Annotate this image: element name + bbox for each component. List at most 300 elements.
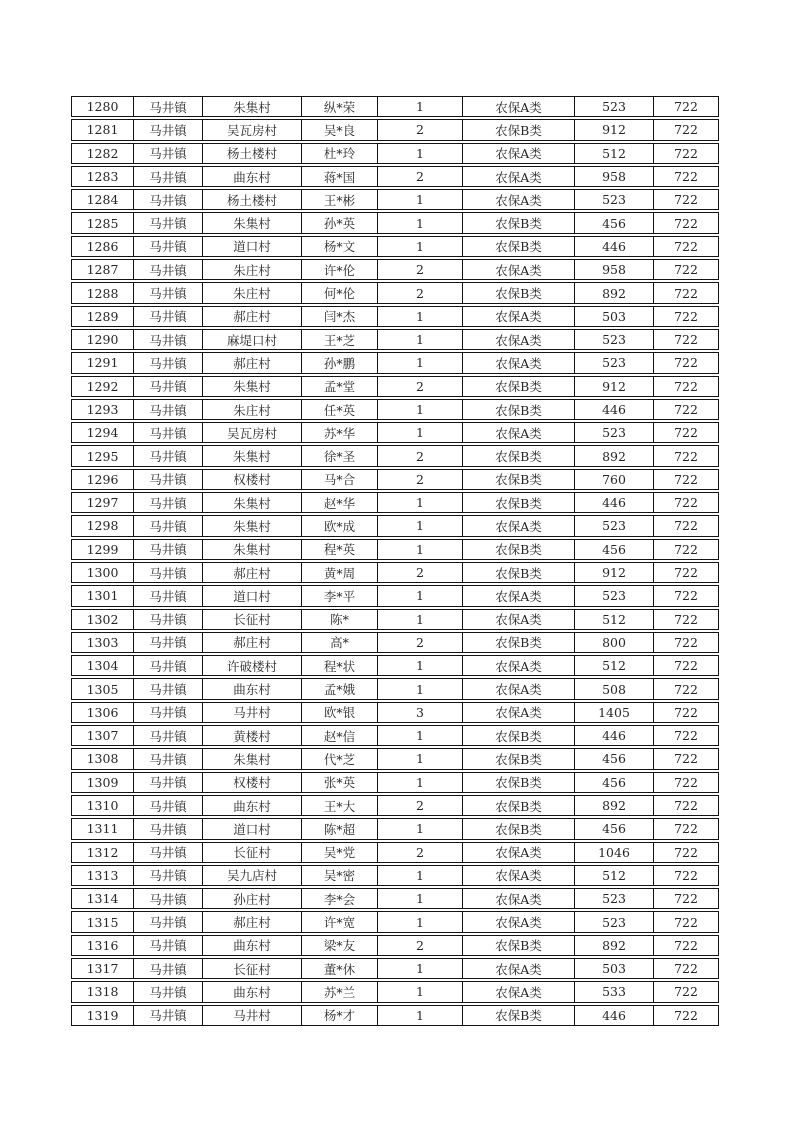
count-cell: 1 [378, 236, 463, 257]
row-number-cell: 1294 [71, 422, 134, 443]
category-cell: 农保B类 [463, 795, 575, 816]
row-number-cell: 1315 [71, 911, 134, 932]
table-row [71, 539, 719, 560]
name-cell: 蒋*国 [302, 166, 378, 187]
amount-cell: 523 [575, 189, 654, 210]
amount-cell: 523 [575, 329, 654, 350]
amount-cell: 446 [575, 492, 654, 513]
category-cell: 农保A类 [463, 585, 575, 606]
town-cell: 马井镇 [134, 515, 203, 536]
village-cell: 权楼村 [203, 469, 302, 490]
amount-cell: 456 [575, 748, 654, 769]
row-number-cell: 1283 [71, 166, 134, 187]
fixed-value-cell: 722 [654, 842, 719, 863]
count-cell: 1 [378, 212, 463, 233]
name-cell: 苏*兰 [302, 981, 378, 1002]
name-cell: 李*平 [302, 585, 378, 606]
row-number-cell: 1287 [71, 259, 134, 280]
village-cell: 朱庄村 [203, 259, 302, 280]
category-cell: 农保B类 [463, 1005, 575, 1026]
category-cell: 农保A类 [463, 143, 575, 164]
name-cell: 闫*杰 [302, 306, 378, 327]
fixed-value-cell: 722 [654, 399, 719, 420]
name-cell: 任*英 [302, 399, 378, 420]
fixed-value-cell: 722 [654, 632, 719, 653]
count-cell: 1 [378, 958, 463, 979]
count-cell: 1 [378, 515, 463, 536]
count-cell: 2 [378, 119, 463, 140]
town-cell: 马井镇 [134, 772, 203, 793]
category-cell: 农保B类 [463, 282, 575, 303]
fixed-value-cell: 722 [654, 655, 719, 676]
row-number-cell: 1313 [71, 865, 134, 886]
village-cell: 杨土楼村 [203, 189, 302, 210]
amount-cell: 912 [575, 376, 654, 397]
category-cell: 农保B类 [463, 748, 575, 769]
table-row [71, 212, 719, 233]
town-cell: 马井镇 [134, 725, 203, 746]
town-cell: 马井镇 [134, 585, 203, 606]
fixed-value-cell: 722 [654, 282, 719, 303]
amount-cell: 446 [575, 725, 654, 746]
count-cell: 1 [378, 399, 463, 420]
table-row [71, 702, 719, 723]
fixed-value-cell: 722 [654, 911, 719, 932]
name-cell: 杨*才 [302, 1005, 378, 1026]
count-cell: 2 [378, 632, 463, 653]
table-row [71, 935, 719, 956]
row-number-cell: 1302 [71, 609, 134, 630]
table-body [71, 96, 719, 1026]
name-cell: 孟*堂 [302, 376, 378, 397]
table-row [71, 795, 719, 816]
amount-cell: 760 [575, 469, 654, 490]
count-cell: 1 [378, 911, 463, 932]
table-row [71, 492, 719, 513]
table-row [71, 166, 719, 187]
village-cell: 曲东村 [203, 795, 302, 816]
amount-cell: 523 [575, 352, 654, 373]
town-cell: 马井镇 [134, 259, 203, 280]
row-number-cell: 1280 [71, 96, 134, 117]
table-row [71, 96, 719, 117]
row-number-cell: 1290 [71, 329, 134, 350]
name-cell: 董*休 [302, 958, 378, 979]
fixed-value-cell: 722 [654, 212, 719, 233]
amount-cell: 1405 [575, 702, 654, 723]
fixed-value-cell: 722 [654, 259, 719, 280]
count-cell: 1 [378, 748, 463, 769]
fixed-value-cell: 722 [654, 166, 719, 187]
town-cell: 马井镇 [134, 445, 203, 466]
town-cell: 马井镇 [134, 935, 203, 956]
count-cell: 1 [378, 655, 463, 676]
name-cell: 欧*银 [302, 702, 378, 723]
name-cell: 孙*英 [302, 212, 378, 233]
town-cell: 马井镇 [134, 865, 203, 886]
row-number-cell: 1308 [71, 748, 134, 769]
row-number-cell: 1310 [71, 795, 134, 816]
amount-cell: 503 [575, 306, 654, 327]
town-cell: 马井镇 [134, 748, 203, 769]
village-cell: 道口村 [203, 818, 302, 839]
town-cell: 马井镇 [134, 143, 203, 164]
table-row [71, 376, 719, 397]
town-cell: 马井镇 [134, 96, 203, 117]
village-cell: 朱庄村 [203, 399, 302, 420]
fixed-value-cell: 722 [654, 352, 719, 373]
fixed-value-cell: 722 [654, 515, 719, 536]
name-cell: 王*芝 [302, 329, 378, 350]
category-cell: 农保B类 [463, 236, 575, 257]
town-cell: 马井镇 [134, 562, 203, 583]
town-cell: 马井镇 [134, 958, 203, 979]
count-cell: 2 [378, 376, 463, 397]
town-cell: 马井镇 [134, 422, 203, 443]
row-number-cell: 1297 [71, 492, 134, 513]
village-cell: 朱集村 [203, 445, 302, 466]
amount-cell: 523 [575, 888, 654, 909]
fixed-value-cell: 722 [654, 795, 719, 816]
category-cell: 农保A类 [463, 422, 575, 443]
count-cell: 1 [378, 492, 463, 513]
amount-cell: 456 [575, 539, 654, 560]
row-number-cell: 1305 [71, 678, 134, 699]
category-cell: 农保A类 [463, 911, 575, 932]
village-cell: 道口村 [203, 585, 302, 606]
row-number-cell: 1298 [71, 515, 134, 536]
row-number-cell: 1314 [71, 888, 134, 909]
category-cell: 农保A类 [463, 655, 575, 676]
village-cell: 郝庄村 [203, 352, 302, 373]
fixed-value-cell: 722 [654, 376, 719, 397]
village-cell: 曲东村 [203, 166, 302, 187]
amount-cell: 512 [575, 865, 654, 886]
name-cell: 王*大 [302, 795, 378, 816]
town-cell: 马井镇 [134, 1005, 203, 1026]
name-cell: 杨*文 [302, 236, 378, 257]
fixed-value-cell: 722 [654, 678, 719, 699]
category-cell: 农保B类 [463, 562, 575, 583]
category-cell: 农保B类 [463, 935, 575, 956]
village-cell: 马井村 [203, 702, 302, 723]
town-cell: 马井镇 [134, 306, 203, 327]
village-cell: 麻堤口村 [203, 329, 302, 350]
row-number-cell: 1286 [71, 236, 134, 257]
category-cell: 农保B类 [463, 376, 575, 397]
category-cell: 农保A类 [463, 96, 575, 117]
town-cell: 马井镇 [134, 469, 203, 490]
category-cell: 农保A类 [463, 678, 575, 699]
amount-cell: 446 [575, 236, 654, 257]
row-number-cell: 1291 [71, 352, 134, 373]
fixed-value-cell: 722 [654, 725, 719, 746]
category-cell: 农保B类 [463, 492, 575, 513]
town-cell: 马井镇 [134, 818, 203, 839]
table-row [71, 748, 719, 769]
town-cell: 马井镇 [134, 399, 203, 420]
category-cell: 农保A类 [463, 515, 575, 536]
count-cell: 2 [378, 562, 463, 583]
row-number-cell: 1282 [71, 143, 134, 164]
name-cell: 高* [302, 632, 378, 653]
category-cell: 农保A类 [463, 958, 575, 979]
count-cell: 1 [378, 539, 463, 560]
category-cell: 农保A类 [463, 189, 575, 210]
amount-cell: 892 [575, 282, 654, 303]
table-row [71, 119, 719, 140]
amount-cell: 912 [575, 562, 654, 583]
town-cell: 马井镇 [134, 981, 203, 1002]
fixed-value-cell: 722 [654, 818, 719, 839]
table-row [71, 772, 719, 793]
village-cell: 郝庄村 [203, 911, 302, 932]
village-cell: 朱集村 [203, 539, 302, 560]
row-number-cell: 1301 [71, 585, 134, 606]
row-number-cell: 1288 [71, 282, 134, 303]
amount-cell: 512 [575, 609, 654, 630]
table-row [71, 259, 719, 280]
name-cell: 杜*玲 [302, 143, 378, 164]
fixed-value-cell: 722 [654, 748, 719, 769]
fixed-value-cell: 722 [654, 469, 719, 490]
row-number-cell: 1289 [71, 306, 134, 327]
name-cell: 徐*圣 [302, 445, 378, 466]
row-number-cell: 1318 [71, 981, 134, 1002]
amount-cell: 533 [575, 981, 654, 1002]
name-cell: 张*英 [302, 772, 378, 793]
table-row [71, 725, 719, 746]
amount-cell: 1046 [575, 842, 654, 863]
table-row [71, 143, 719, 164]
name-cell: 程*英 [302, 539, 378, 560]
count-cell: 1 [378, 189, 463, 210]
fixed-value-cell: 722 [654, 888, 719, 909]
fixed-value-cell: 722 [654, 981, 719, 1002]
amount-cell: 523 [575, 585, 654, 606]
village-cell: 马井村 [203, 1005, 302, 1026]
village-cell: 长征村 [203, 958, 302, 979]
amount-cell: 892 [575, 445, 654, 466]
table-row [71, 515, 719, 536]
town-cell: 马井镇 [134, 888, 203, 909]
count-cell: 2 [378, 842, 463, 863]
name-cell: 梁*友 [302, 935, 378, 956]
fixed-value-cell: 722 [654, 119, 719, 140]
category-cell: 农保A类 [463, 259, 575, 280]
row-number-cell: 1316 [71, 935, 134, 956]
name-cell: 孟*娥 [302, 678, 378, 699]
village-cell: 曲东村 [203, 981, 302, 1002]
count-cell: 2 [378, 795, 463, 816]
category-cell: 农保A类 [463, 166, 575, 187]
count-cell: 1 [378, 1005, 463, 1026]
name-cell: 陈* [302, 609, 378, 630]
table-row [71, 236, 719, 257]
village-cell: 吴瓦房村 [203, 422, 302, 443]
village-cell: 道口村 [203, 236, 302, 257]
name-cell: 许*伦 [302, 259, 378, 280]
row-number-cell: 1284 [71, 189, 134, 210]
fixed-value-cell: 722 [654, 958, 719, 979]
town-cell: 马井镇 [134, 678, 203, 699]
count-cell: 1 [378, 585, 463, 606]
table-row [71, 469, 719, 490]
count-cell: 2 [378, 469, 463, 490]
village-cell: 吴九店村 [203, 865, 302, 886]
category-cell: 农保A类 [463, 352, 575, 373]
town-cell: 马井镇 [134, 352, 203, 373]
town-cell: 马井镇 [134, 376, 203, 397]
fixed-value-cell: 722 [654, 865, 719, 886]
town-cell: 马井镇 [134, 795, 203, 816]
table-row [71, 352, 719, 373]
amount-cell: 508 [575, 678, 654, 699]
table-row [71, 818, 719, 839]
village-cell: 朱集村 [203, 492, 302, 513]
table-row [71, 1005, 719, 1026]
village-cell: 黄楼村 [203, 725, 302, 746]
town-cell: 马井镇 [134, 609, 203, 630]
fixed-value-cell: 722 [654, 189, 719, 210]
table-row [71, 609, 719, 630]
row-number-cell: 1292 [71, 376, 134, 397]
village-cell: 曲东村 [203, 935, 302, 956]
table-row [71, 958, 719, 979]
table-row [71, 888, 719, 909]
count-cell: 1 [378, 818, 463, 839]
name-cell: 黄*周 [302, 562, 378, 583]
category-cell: 农保B类 [463, 399, 575, 420]
village-cell: 郝庄村 [203, 306, 302, 327]
name-cell: 欧*成 [302, 515, 378, 536]
category-cell: 农保A类 [463, 842, 575, 863]
category-cell: 农保A类 [463, 306, 575, 327]
beneficiary-table [71, 94, 719, 1028]
count-cell: 1 [378, 865, 463, 886]
town-cell: 马井镇 [134, 492, 203, 513]
fixed-value-cell: 722 [654, 445, 719, 466]
row-number-cell: 1303 [71, 632, 134, 653]
amount-cell: 456 [575, 212, 654, 233]
row-number-cell: 1311 [71, 818, 134, 839]
amount-cell: 912 [575, 119, 654, 140]
name-cell: 程*状 [302, 655, 378, 676]
fixed-value-cell: 722 [654, 306, 719, 327]
table-row [71, 445, 719, 466]
village-cell: 朱集村 [203, 515, 302, 536]
table-row [71, 306, 719, 327]
row-number-cell: 1307 [71, 725, 134, 746]
village-cell: 吴瓦房村 [203, 119, 302, 140]
count-cell: 1 [378, 329, 463, 350]
count-cell: 1 [378, 772, 463, 793]
row-number-cell: 1293 [71, 399, 134, 420]
town-cell: 马井镇 [134, 655, 203, 676]
amount-cell: 523 [575, 515, 654, 536]
row-number-cell: 1309 [71, 772, 134, 793]
category-cell: 农保B类 [463, 539, 575, 560]
village-cell: 长征村 [203, 842, 302, 863]
amount-cell: 512 [575, 655, 654, 676]
amount-cell: 523 [575, 96, 654, 117]
count-cell: 1 [378, 725, 463, 746]
fixed-value-cell: 722 [654, 935, 719, 956]
amount-cell: 523 [575, 911, 654, 932]
row-number-cell: 1319 [71, 1005, 134, 1026]
count-cell: 2 [378, 282, 463, 303]
table-row [71, 632, 719, 653]
village-cell: 朱集村 [203, 96, 302, 117]
name-cell: 代*芝 [302, 748, 378, 769]
table-row [71, 562, 719, 583]
village-cell: 孙庄村 [203, 888, 302, 909]
amount-cell: 456 [575, 772, 654, 793]
town-cell: 马井镇 [134, 236, 203, 257]
table-row [71, 399, 719, 420]
category-cell: 农保B类 [463, 818, 575, 839]
row-number-cell: 1306 [71, 702, 134, 723]
amount-cell: 503 [575, 958, 654, 979]
category-cell: 农保A类 [463, 329, 575, 350]
village-cell: 杨土楼村 [203, 143, 302, 164]
fixed-value-cell: 722 [654, 562, 719, 583]
table-row [71, 678, 719, 699]
name-cell: 赵*华 [302, 492, 378, 513]
town-cell: 马井镇 [134, 329, 203, 350]
name-cell: 孙*鹏 [302, 352, 378, 373]
village-cell: 郝庄村 [203, 562, 302, 583]
row-number-cell: 1304 [71, 655, 134, 676]
table-row [71, 585, 719, 606]
name-cell: 吴*党 [302, 842, 378, 863]
amount-cell: 523 [575, 422, 654, 443]
amount-cell: 892 [575, 795, 654, 816]
name-cell: 王*彬 [302, 189, 378, 210]
amount-cell: 512 [575, 143, 654, 164]
count-cell: 2 [378, 166, 463, 187]
name-cell: 吴*密 [302, 865, 378, 886]
name-cell: 许*宽 [302, 911, 378, 932]
category-cell: 农保B类 [463, 469, 575, 490]
count-cell: 1 [378, 678, 463, 699]
village-cell: 曲东村 [203, 678, 302, 699]
village-cell: 朱集村 [203, 212, 302, 233]
count-cell: 1 [378, 96, 463, 117]
amount-cell: 456 [575, 818, 654, 839]
fixed-value-cell: 722 [654, 772, 719, 793]
count-cell: 2 [378, 259, 463, 280]
category-cell: 农保A类 [463, 609, 575, 630]
category-cell: 农保B类 [463, 725, 575, 746]
category-cell: 农保A类 [463, 888, 575, 909]
row-number-cell: 1295 [71, 445, 134, 466]
village-cell: 权楼村 [203, 772, 302, 793]
name-cell: 何*伦 [302, 282, 378, 303]
name-cell: 吴*良 [302, 119, 378, 140]
category-cell: 农保B类 [463, 119, 575, 140]
town-cell: 马井镇 [134, 212, 203, 233]
fixed-value-cell: 722 [654, 585, 719, 606]
count-cell: 2 [378, 445, 463, 466]
town-cell: 马井镇 [134, 702, 203, 723]
category-cell: 农保B类 [463, 212, 575, 233]
table-row [71, 329, 719, 350]
row-number-cell: 1285 [71, 212, 134, 233]
village-cell: 朱集村 [203, 748, 302, 769]
fixed-value-cell: 722 [654, 539, 719, 560]
name-cell: 马*合 [302, 469, 378, 490]
